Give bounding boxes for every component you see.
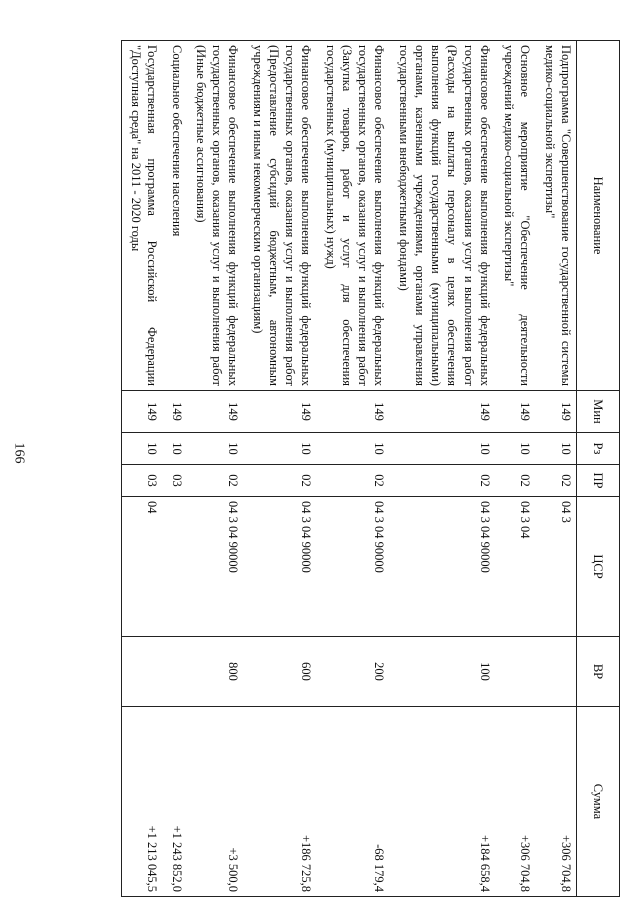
row-csr: 04	[122, 497, 163, 637]
table-row	[187, 41, 244, 897]
row-csr: 04 3 04 90000	[187, 497, 244, 637]
row-pr: 03	[122, 465, 163, 497]
header-rz: Рз	[577, 433, 620, 465]
row-rz: 10	[390, 433, 496, 465]
row-sum: +1 213 045,5	[122, 707, 163, 897]
rotated-table-area	[60, 40, 620, 900]
row-name: Подпрограмма "Совершенствование государственной системы медико-социальной экспертизы"	[536, 41, 577, 391]
row-sum: +1 243 852,0	[163, 707, 187, 897]
header-pr: ПР	[577, 465, 620, 497]
row-name: Финансовое обеспечение выполнения функций федеральных государственных органов, оказания услуг и выполнения работ (Расходы на выплаты персоналу в целях обеспечения выполнения функций государственными (муниципальными) органами, казенными учреждениями, органами управления государственными внебюджетными фондами)	[390, 41, 496, 391]
row-sum: +3 500,0	[187, 707, 244, 897]
table-header-row	[577, 41, 620, 897]
row-min: 149	[495, 391, 536, 433]
row-name: Социальное обеспечение населения	[163, 41, 187, 391]
rotated-page-content	[60, 40, 620, 900]
row-sum: +306 704,8	[495, 707, 536, 897]
header-min: Мин	[577, 391, 620, 433]
page-number: 166	[11, 442, 26, 463]
row-min: 149	[317, 391, 390, 433]
row-csr: 04 3	[536, 497, 577, 637]
row-vr: 600	[244, 637, 317, 707]
row-csr: 04 3 04 90000	[244, 497, 317, 637]
row-name: Финансовое обеспечение выполнения функций федеральных государственных органов, оказания услуг и выполнения работ (Иные бюджетные ассигнования)	[187, 41, 244, 391]
table-row	[244, 41, 317, 897]
header-vr: ВР	[577, 637, 620, 707]
budget-table	[121, 40, 620, 897]
row-rz: 10	[187, 433, 244, 465]
row-vr	[536, 637, 577, 707]
header-name: Наименование	[577, 41, 620, 391]
row-pr: 03	[163, 465, 187, 497]
row-rz: 10	[536, 433, 577, 465]
row-name: Финансовое обеспечение выполнения функций федеральных государственных органов, оказания услуг и выполнения работ (Предоставление субсидий бюджетным, автономным учреждениям и иным некоммерческим организациям)	[244, 41, 317, 391]
row-sum: -68 179,4	[317, 707, 390, 897]
row-vr	[163, 637, 187, 707]
row-name: Финансовое обеспечение выполнения функций федеральных государственных органов, оказания услуг и выполнения работ (Закупка товаров, работ и услуг для обеспечения государственных (муниципальных) нужд)	[317, 41, 390, 391]
row-pr: 02	[244, 465, 317, 497]
table-row	[390, 41, 496, 897]
row-sum: +186 725,8	[244, 707, 317, 897]
row-vr: 800	[187, 637, 244, 707]
table-row	[536, 41, 577, 897]
row-min: 149	[122, 391, 163, 433]
row-name: Государственная программа Российской Федерации "Доступная среда" на 2011 - 2020 годы	[122, 41, 163, 391]
row-pr: 02	[495, 465, 536, 497]
table-row	[122, 41, 163, 897]
row-vr	[122, 637, 163, 707]
row-rz: 10	[495, 433, 536, 465]
row-vr: 100	[390, 637, 496, 707]
row-vr	[495, 637, 536, 707]
row-csr: 04 3 04 90000	[317, 497, 390, 637]
row-pr: 02	[187, 465, 244, 497]
row-csr: 04 3 04 90000	[390, 497, 496, 637]
row-rz: 10	[244, 433, 317, 465]
row-pr: 02	[317, 465, 390, 497]
table-row	[163, 41, 187, 897]
row-rz: 10	[122, 433, 163, 465]
row-rz: 10	[317, 433, 390, 465]
row-min: 149	[187, 391, 244, 433]
row-pr: 02	[390, 465, 496, 497]
row-sum: +184 658,4	[390, 707, 496, 897]
table-row	[317, 41, 390, 897]
header-sum: Сумма	[577, 707, 620, 897]
row-name: Основное мероприятие "Обеспечение деятельности учреждений медико-социальной экспертизы"	[495, 41, 536, 391]
row-pr: 02	[536, 465, 577, 497]
row-sum: +306 704,8	[536, 707, 577, 897]
header-csr: ЦСР	[577, 497, 620, 637]
table-row	[495, 41, 536, 897]
row-rz: 10	[163, 433, 187, 465]
row-csr	[163, 497, 187, 637]
row-min: 149	[390, 391, 496, 433]
row-min: 149	[163, 391, 187, 433]
row-min: 149	[536, 391, 577, 433]
row-csr: 04 3 04	[495, 497, 536, 637]
row-vr: 200	[317, 637, 390, 707]
row-min: 149	[244, 391, 317, 433]
